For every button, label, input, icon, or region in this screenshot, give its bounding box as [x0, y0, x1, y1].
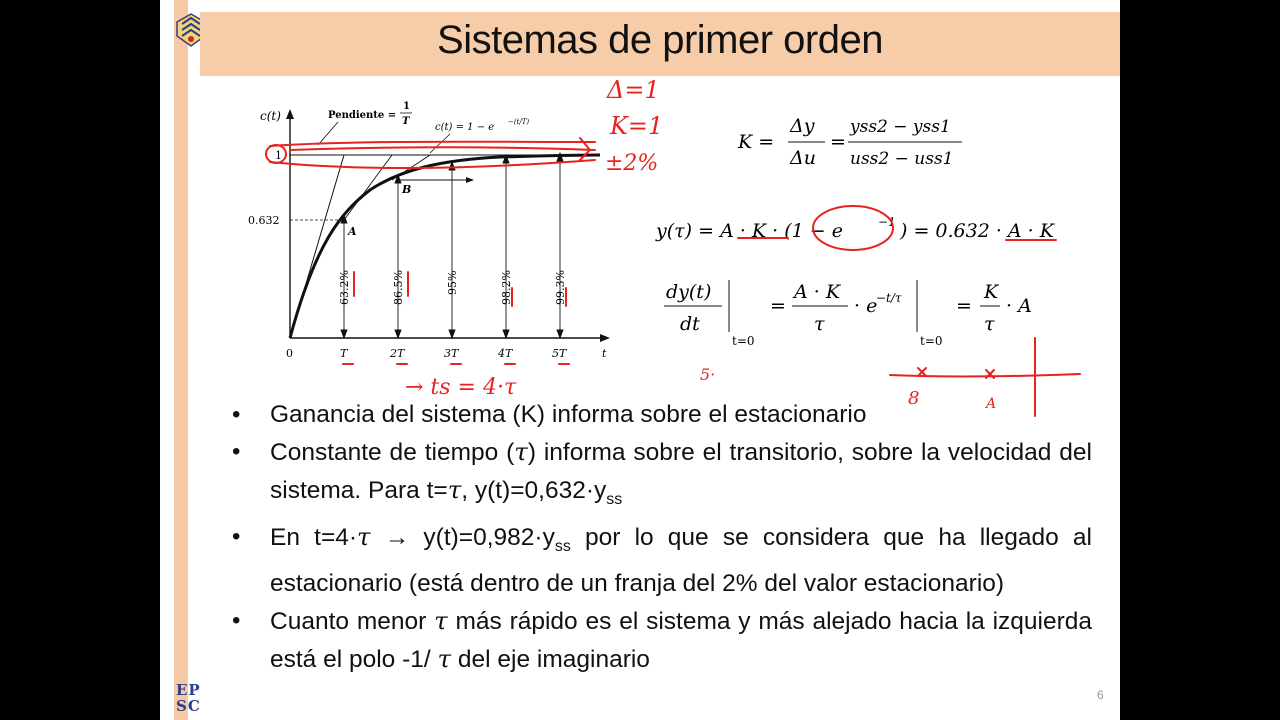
svg-text:y(τ) = A · K · (1 − e: y(τ) = A · K · (1 − e — [656, 220, 843, 242]
svg-text:=: = — [770, 295, 786, 317]
svg-text:−t/τ: −t/τ — [876, 291, 902, 305]
handwritten-pole-b: 8 — [908, 388, 920, 409]
slide — [160, 0, 1120, 720]
svg-text:=: = — [956, 295, 972, 317]
handwritten-note: 5· — [700, 365, 716, 384]
svg-text:Δu: Δu — [790, 147, 816, 169]
svg-text:dy(t): dy(t) — [666, 281, 712, 303]
point-A: A — [348, 225, 357, 238]
svg-text:A · K: A · K — [794, 281, 841, 303]
svg-text:dt: dt — [680, 313, 700, 335]
svg-text:τ: τ — [984, 313, 995, 335]
bullet-settling: • En $t=4\cdot\tau \to y(t)=0,982\cdot y_{ss}$ por lo que se considera que ha llegado al estacionario (está dentro de un franja del 2% del valor estacionario) — [230, 518, 1092, 602]
svg-text:· A: · A — [1006, 295, 1032, 317]
x-tick-T: T — [340, 347, 348, 360]
tick-0632: 0.632 — [248, 214, 280, 227]
page-number: 6 — [1097, 688, 1104, 702]
svg-text:· e: · e — [854, 295, 878, 317]
x-tick-4T: 4T — [498, 347, 513, 360]
x-tick-2T: 2T — [390, 347, 405, 360]
curve-exponent: −(t/T) — [508, 118, 530, 126]
bullet-list — [230, 396, 1092, 678]
point-B: B — [402, 183, 412, 196]
percent-label-5: 99.3% — [554, 270, 567, 305]
svg-text:K =: K = — [738, 131, 775, 153]
origin-label: 0 — [286, 347, 293, 360]
bullet-pole: • Cuanto menor τ más rápido es el sistema y más alejado hacia la izquierda está el polo -1/ τ del eje imaginario — [230, 602, 1092, 678]
response-curve — [290, 155, 600, 338]
handwritten-k: K=1 — [610, 112, 664, 140]
curve-label: c(t) = 1 − e — [435, 122, 495, 133]
equations-panel — [650, 100, 1070, 360]
svg-text:τ: τ — [814, 313, 825, 335]
bullet-gain: • Ganancia del sistema (K) informa sobre el estacionario — [230, 396, 1092, 433]
slope-label: Pendiente = — [328, 110, 397, 121]
handwritten-delta: Δ=1 — [607, 76, 660, 104]
svg-text:uss2 − uss1: uss2 − uss1 — [850, 149, 954, 169]
percent-label-2: 86.5% — [392, 270, 405, 305]
step-response-figure — [240, 95, 620, 395]
percent-label-3: 95% — [446, 270, 459, 295]
tick-one: 1 — [275, 149, 282, 162]
slope-num: 1 — [403, 101, 410, 112]
title-bar — [200, 12, 1120, 76]
x-tick-5T: 5T — [552, 347, 567, 360]
svg-text:K: K — [984, 281, 999, 303]
slide-title: Sistemas de primer orden — [437, 18, 883, 62]
handwritten-band: ±2% — [605, 151, 659, 176]
x-axis-label: t — [602, 347, 607, 360]
svg-text:=: = — [830, 131, 846, 153]
svg-text:Δy: Δy — [790, 115, 815, 137]
left-decor-band — [174, 0, 188, 720]
y-tau-equation — [655, 215, 1056, 242]
epsc-logo: EP SC — [176, 681, 201, 715]
derivative-equation — [664, 280, 1032, 348]
handwritten-ts: → ts = 4·τ — [405, 375, 517, 400]
handwritten-pole-a: A — [986, 396, 997, 412]
svg-text:) = 0.632 · A · K: ) = 0.632 · A · K — [900, 220, 1054, 242]
percent-markers — [341, 153, 563, 338]
y-axis-label: c(t) — [260, 109, 281, 123]
slope-den: T — [402, 116, 410, 127]
x-tick-3T: 3T — [444, 347, 459, 360]
svg-text:−1: −1 — [878, 215, 896, 229]
gain-equation — [737, 115, 962, 169]
svg-text:t=0: t=0 — [732, 334, 755, 348]
svg-text:yss2 − yss1: yss2 − yss1 — [850, 117, 951, 137]
percent-label-1: 63.2% — [338, 270, 351, 305]
svg-text:t=0: t=0 — [920, 334, 943, 348]
percent-label-4: 98.2% — [500, 270, 513, 305]
bullet-time-constant: • Constante de tiempo (τ) informa sobre el transitorio, sobre la velocidad del sistema. Para t=τ, $y(t)=0,632\cdot y_{ss}$ — [230, 433, 1092, 518]
